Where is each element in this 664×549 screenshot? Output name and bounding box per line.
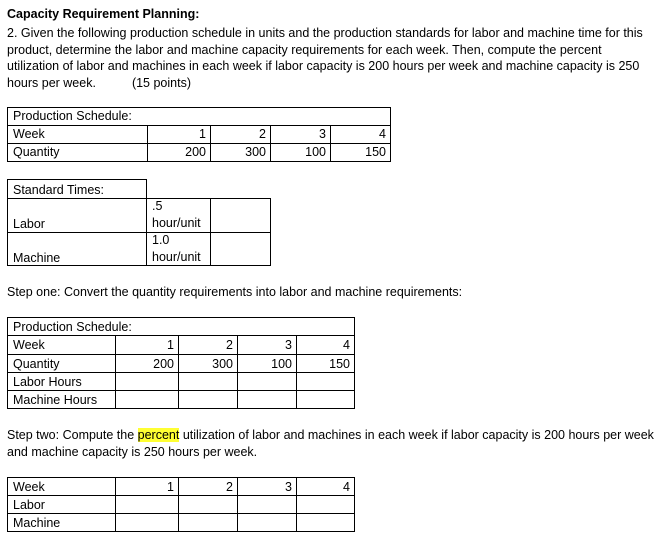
quantity-cell: 200 [153,357,174,371]
labor-label: Labor [13,498,45,512]
quantity-cell: 200 [185,145,206,159]
week-cell: 4 [343,338,350,352]
week-cell: 3 [319,127,326,141]
machine-value: 1.0 [152,233,170,247]
highlighted-word: percent [137,428,180,442]
question-body: 2. Given the following production schedule in units and the production standards for labor and machine time for this product, determine the labor and machine capacity requirements for each week. Then, compute the percent utilization of labor and machines in each week if labor capacity is 200 hours per week and machine capacity is 250 hours per week. [7,26,643,90]
machine-unit: hour/unit [152,250,201,264]
labor-standard [148,198,205,232]
quantity-cell: 300 [245,145,266,159]
week-cell: 2 [259,127,266,141]
week-cell: 1 [167,338,174,352]
week-cell: 4 [379,127,386,141]
step-two-before: Step two: Compute the [7,428,138,442]
page-title: Capacity Requirement Planning: [7,7,200,21]
machine-standard [148,232,205,266]
table-header: Production Schedule: [13,109,132,123]
quantity-label: Quantity [13,145,60,159]
labor-unit: hour/unit [152,216,201,230]
machine-label: Machine [13,251,61,265]
week-cell: 3 [285,338,292,352]
step-two-after: utilization of labor and machines in each week if labor capacity is 200 hours per week and machine capacity is 250 hours per week. [7,428,654,459]
quantity-cell: 100 [305,145,326,159]
step-one-text: Step one: Convert the quantity requirements into labor and machine requirements: [7,285,463,299]
week-cell: 1 [199,127,206,141]
week-label: Week [13,480,45,494]
week-cell: 1 [167,480,174,494]
quantity-cell: 150 [365,145,386,159]
machine-hours-label: Machine Hours [13,393,98,407]
step-two-text [7,427,657,460]
quantity-cell: 300 [212,357,233,371]
question-points: (15 points) [131,75,191,90]
machine-label: Machine [13,516,61,530]
week-cell: 3 [285,480,292,494]
week-cell: 2 [226,480,233,494]
labor-hours-label: Labor Hours [13,375,82,389]
labor-value: .5 [152,199,163,213]
question-text [7,25,657,91]
week-label: Week [13,338,45,352]
week-label: Week [13,127,45,141]
quantity-cell: 150 [329,357,350,371]
week-cell: 2 [226,338,233,352]
week-cell: 4 [343,480,350,494]
table-header: Production Schedule: [13,320,132,334]
quantity-cell: 100 [271,357,292,371]
quantity-label: Quantity [13,357,60,371]
labor-label: Labor [13,217,45,231]
table-header: Standard Times: [13,183,105,197]
